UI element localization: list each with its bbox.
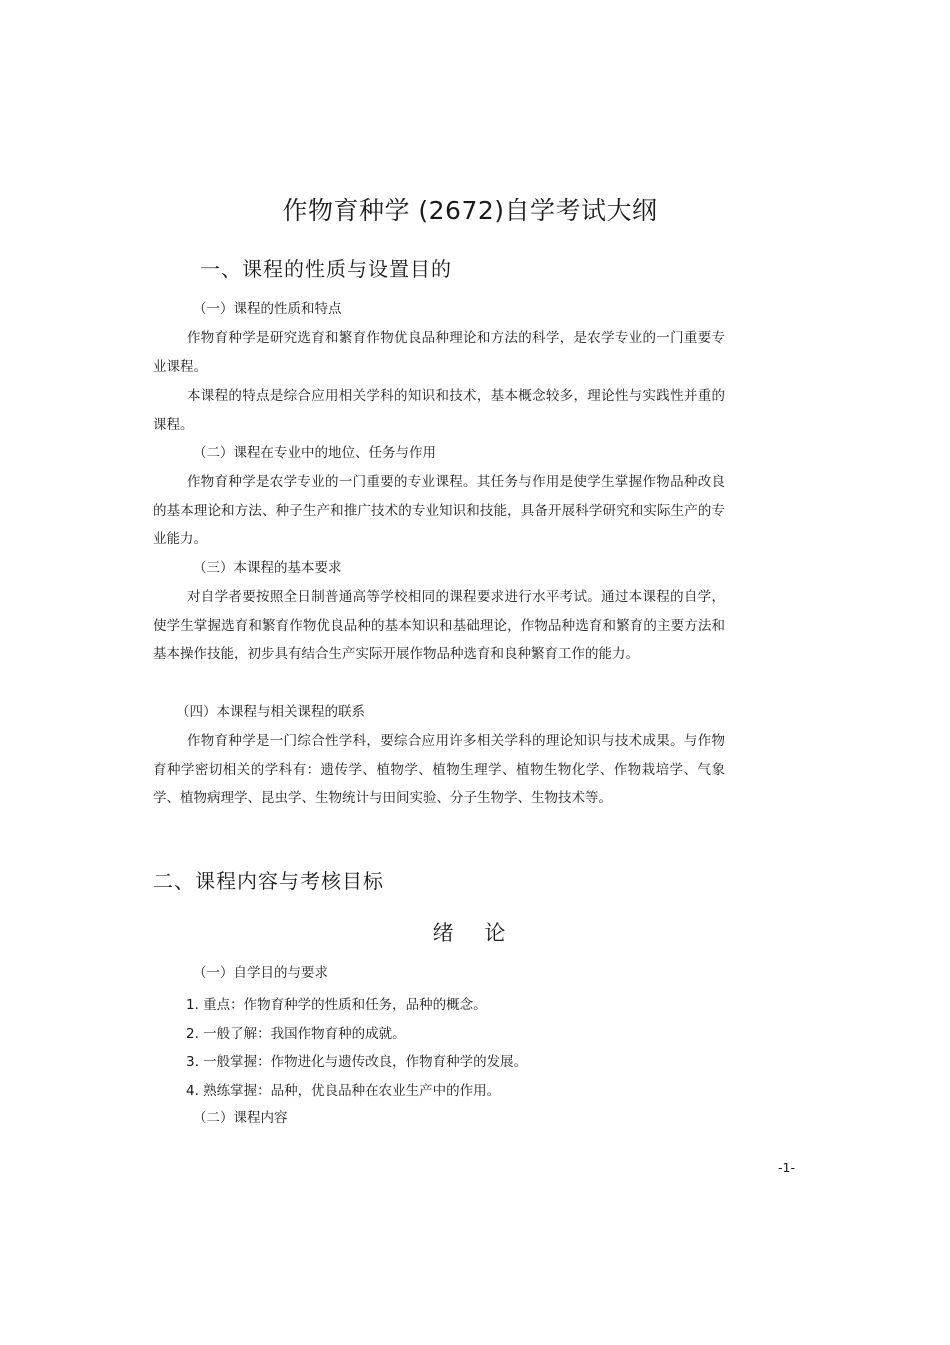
section-heading-nature-purpose: 一、课程的性质与设置目的 bbox=[200, 257, 452, 281]
subsection-heading-study-goals: （一）自学目的与要求 bbox=[193, 965, 328, 981]
paragraph: 作物育种学是研究选育和繁育作物优良品种理论和方法的科学，是农学专业的一门重要专业课程。 bbox=[153, 330, 725, 375]
list-item: 1. 重点：作物育种学的性质和任务，品种的概念。 bbox=[186, 997, 487, 1013]
list-item: 3. 一般掌握：作物进化与遗传改良，作物育种学的发展。 bbox=[186, 1054, 528, 1070]
subsection-heading-role: （二）课程在专业中的地位、任务与作用 bbox=[193, 445, 436, 461]
section-heading-content-objectives: 二、课程内容与考核目标 bbox=[153, 869, 384, 893]
subsection-heading-related: （四）本课程与相关课程的联系 bbox=[176, 704, 365, 720]
paragraph: 作物育种学是农学专业的一门重要的专业课程。其任务与作用是使学生掌握作物品种改良的基本理论和方法、种子生产和推广技术的专业知识和技能，具备开展科学研究和实际生产的专业能力。 bbox=[153, 474, 725, 547]
page-number: -1- bbox=[778, 1160, 795, 1175]
list-item: 4. 熟练掌握：品种，优良品种在农业生产中的作用。 bbox=[186, 1083, 501, 1099]
chapter-heading: 绪 论 bbox=[432, 921, 518, 945]
document-title: 作物育种学 (2672)自学考试大纲 bbox=[282, 196, 658, 225]
paragraph: 作物育种学是一门综合性学科，要综合应用许多相关学科的理论知识与技术成果。与作物育种学密切相关的学科有：遗传学、植物学、植物生理学、植物生物化学、作物栽培学、气象学、植物病理学、昆虫学、生物统计与田间实验、分子生物学、生物技术等。 bbox=[153, 733, 725, 806]
list-item: 2. 一般了解：我国作物育种的成就。 bbox=[186, 1026, 406, 1042]
subsection-heading-course-content: （二）课程内容 bbox=[193, 1110, 288, 1126]
subsection-heading-requirements: （三）本课程的基本要求 bbox=[193, 560, 342, 576]
subsection-heading-nature: （一）课程的性质和特点 bbox=[193, 301, 342, 317]
paragraph: 对自学者要按照全日制普通高等学校相同的课程要求进行水平考试。通过本课程的自学，使学生掌握选育和繁育作物优良品种的基本知识和基础理论，作物品种选育和繁育的主要方法和基本操作技能，初步具有结合生产实际开展作物品种选育和良种繁育工作的能力。 bbox=[153, 589, 725, 662]
paragraph: 本课程的特点是综合应用相关学科的知识和技术，基本概念较多，理论性与实践性并重的课程。 bbox=[153, 388, 725, 433]
